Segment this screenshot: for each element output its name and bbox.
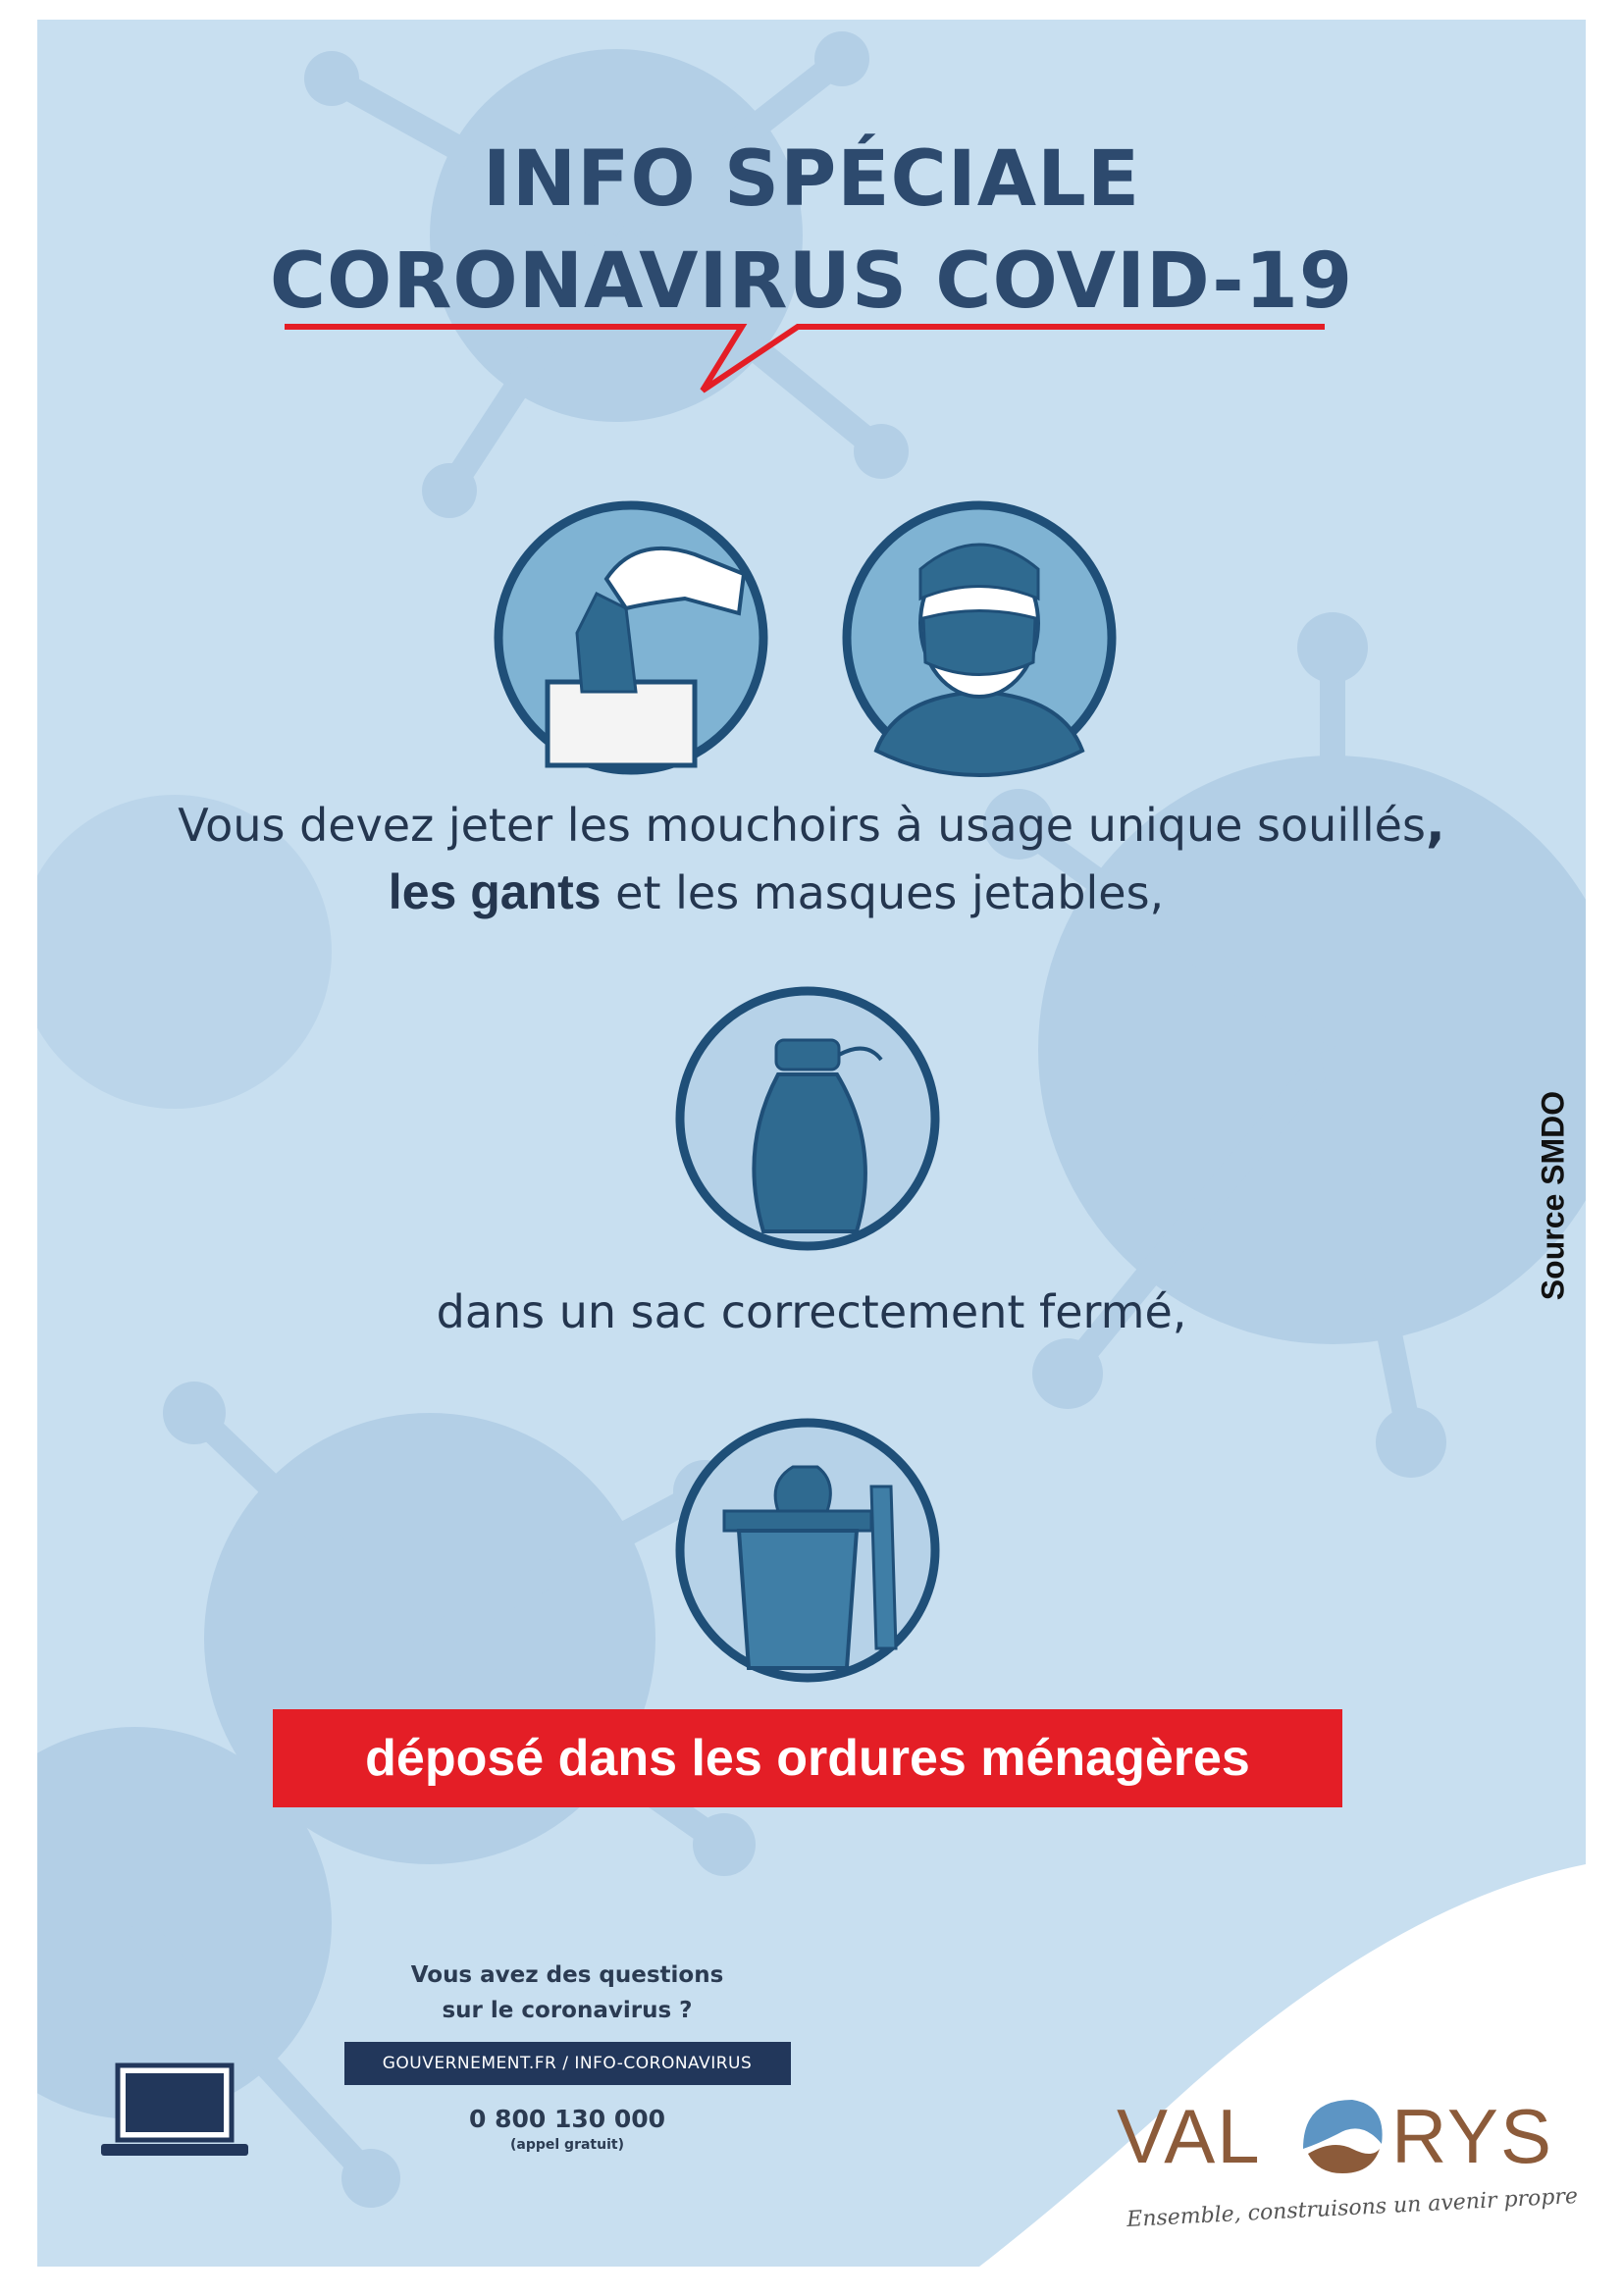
logo-tagline: Ensemble, construisons un avenir propre: [1126, 2183, 1579, 2233]
instruction-masks: et les masques jetables,: [601, 866, 1165, 919]
source-credit-text: Source SMDO: [1535, 1090, 1571, 1301]
source-credit: [1529, 1079, 1578, 1315]
help-question-line-2: sur le coronavirus ?: [442, 1998, 693, 2023]
instruction-line-1: [37, 795, 1586, 854]
laptop-icon: [96, 2061, 253, 2168]
help-website-link[interactable]: GOUVERNEMENT.FR / INFO-CORONAVIRUS: [344, 2042, 791, 2085]
title-line-1: INFO SPÉCIALE: [482, 135, 1141, 224]
trash-bin-icon: [670, 1413, 945, 1688]
help-box: [312, 1957, 822, 2153]
help-phone-note: (appel gratuit): [510, 2137, 624, 2153]
help-phone-number[interactable]: 0 800 130 000: [468, 2105, 666, 2133]
logo-emblem-icon: [1293, 2090, 1391, 2178]
poster: [37, 20, 1586, 2267]
face-mask-icon: [837, 496, 1122, 780]
logo-text-right: RYS: [1391, 2093, 1553, 2179]
red-banner: déposé dans les ordures ménagères: [273, 1709, 1342, 1807]
valorys-logo: [1058, 1884, 1586, 2267]
closed-bag-icon: [670, 981, 945, 1256]
instruction-line-3: dans un sac correctement fermé,: [436, 1285, 1187, 1338]
tissue-disposal-icon: [489, 496, 773, 780]
speech-bubble-underline: [37, 20, 1586, 432]
instruction-gloves: les gants: [388, 864, 602, 919]
title-line-2: CORONAVIRUS COVID-19: [269, 237, 1354, 326]
instruction-line-1-comma: ,: [1425, 795, 1445, 854]
instruction-line-1-text: Vous devez jeter les mouchoirs à usage unique souillés: [178, 799, 1426, 852]
help-question-line-1: Vous avez des questions: [410, 1962, 724, 1988]
instruction-line-2: [37, 863, 1550, 920]
logo-text-left: VAL: [1117, 2093, 1262, 2179]
